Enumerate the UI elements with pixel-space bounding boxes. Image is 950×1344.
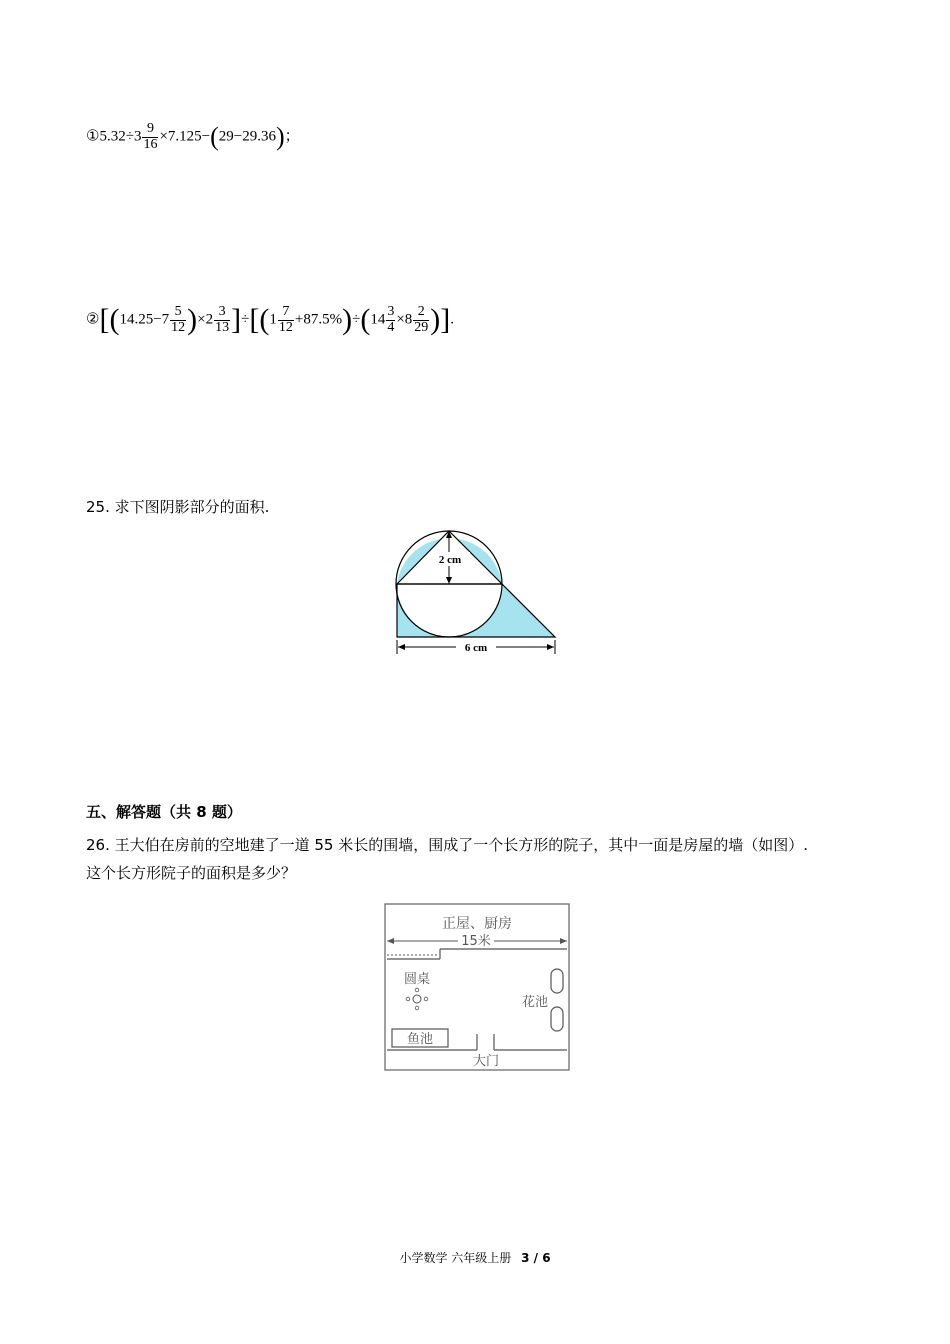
expression-2-marker: ② bbox=[86, 311, 100, 328]
question-26-line1: 26. 王大伯在房前的空地建了一道 55 米长的围墙，围成了一个长方形的院子，其中一面是房屋的墙（如图）. bbox=[86, 836, 809, 854]
fraction: $\frac{7}{12}$ bbox=[278, 304, 293, 335]
section-title: 五、解答题（共 8 题） bbox=[86, 803, 242, 821]
fraction: $\frac{5}{12}$ bbox=[171, 304, 186, 335]
table-label: 圆桌 bbox=[403, 972, 431, 987]
length-label: 15米 bbox=[461, 934, 491, 949]
footer-text: 小学数学 六年级上册 bbox=[399, 1251, 512, 1265]
fraction: $\frac{2}{29}$ bbox=[414, 304, 429, 335]
expression-1-marker: ① bbox=[86, 128, 100, 145]
expression-2: ②[(14.25−7 $\frac{5}{12}$ )×2 $\frac{3}{13}$ ]÷[(1 $\frac{7}{12}$ +87.5%)÷(14 $\frac{3}{4}$ ×8 $\frac{2}{29}$ )]. bbox=[86, 303, 455, 337]
page-footer bbox=[0, 1249, 950, 1266]
courtyard-diagram bbox=[380, 901, 572, 1073]
width-label: 6 cm bbox=[464, 642, 488, 654]
house-label: 正屋、厨房 bbox=[442, 916, 512, 932]
fraction: $\frac{3}{4}$ bbox=[387, 304, 395, 335]
height-label: 2 cm bbox=[438, 554, 462, 566]
page-number: 3 / 6 bbox=[521, 1251, 551, 1265]
pond-label: 花池 bbox=[521, 995, 549, 1010]
shaded-area-figure bbox=[392, 526, 560, 658]
question-25-text: 25. 求下图阴影部分的面积. bbox=[86, 498, 270, 516]
gate-label: 大门 bbox=[472, 1054, 500, 1069]
question-26-line2: 这个长方形院子的面积是多少？ bbox=[86, 864, 297, 882]
fraction: $\frac{3}{13}$ bbox=[215, 304, 230, 335]
shaded-region bbox=[397, 584, 449, 637]
fraction: $\frac{9}{16}$ bbox=[143, 121, 158, 152]
expression-1: ①5.32÷3 $\frac{9}{16}$ ×7.125−(29−29.36)； bbox=[86, 121, 300, 152]
fish-label: 鱼池 bbox=[406, 1032, 434, 1047]
